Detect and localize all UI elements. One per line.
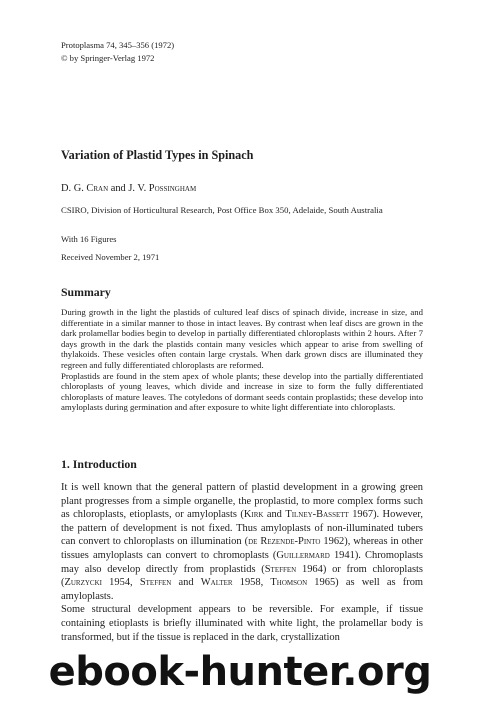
intro-text-d: 1941). Chromoplasts may also develop directly from proplastids (	[61, 549, 423, 575]
author-conjunction: and	[110, 183, 126, 194]
intro-text-g: 1958,	[232, 577, 271, 589]
watermark: ebook-hunter.org	[48, 649, 432, 695]
journal-citation: Protoplasma 74, 345–356 (1972)	[61, 40, 175, 50]
summary-paragraph-1: During growth in the light the plastids of cultured leaf discs of spinach divide, increase in size, and differentiate in a similar manner to those in intact leaves. By contrast when leaf discs are grown in the dark prolamellar bodies begin to develop in partially differentiated chloroplasts within 2 hours. After 7 days growth in the dark the plastids contain many vesicles which appear to arise from swelling of thylakoids. These vesicles often contain large crystals. When dark grown discs are illuminated they regreen and fully differentiated chloroplasts are reformed.	[61, 307, 423, 370]
summary-paragraph-2: Proplastids are found in the stem apex of whole plants; these develop into the partially differentiated chloroplasts of young leaves, which divide and increase in size to form the fully differentiated chloroplasts of mature leaves. The cotyledons of dormant seeds contain proplastids; these develop into amyloplasts during germination and after exposure to white light differentiate into chloroplasts.	[61, 370, 423, 413]
introduction-paragraph-2: Some structural development appears to be reversible. For example, if tissue containing etioplasts is briefly illuminated with white light, the prolamellar body is transformed, but if the tissue is replaced in the dark, crystallization	[61, 604, 423, 643]
intro-and-1: and	[266, 509, 282, 521]
summary-section	[61, 307, 423, 413]
intro-text-h: 1965) as well as from amyloplasts.	[61, 577, 424, 602]
figure-count: With 16 Figures	[61, 234, 117, 244]
copyright-notice: © by Springer-Verlag 1972	[61, 53, 155, 63]
citation-steffen-2: Steffen	[139, 577, 172, 589]
citation-tilney-bassett: Tilney-Bassett	[285, 509, 349, 521]
introduction-heading: 1. Introduction	[61, 457, 137, 471]
citation-steffen: Steffen	[264, 563, 297, 575]
introduction-section	[61, 481, 423, 644]
citation-walter: Walter	[200, 577, 233, 589]
author1-surname: Cran	[86, 183, 109, 194]
citation-zurzycki: Zurzycki	[64, 577, 102, 589]
author-line	[61, 183, 196, 194]
author2-initials: J. V.	[128, 183, 147, 194]
author2-surname: Possingham	[148, 183, 197, 194]
citation-rezende-pinto: de Rezende-Pinto	[248, 536, 321, 548]
citation-thomson: Thomson	[270, 577, 308, 589]
intro-text-a: It is well known that the general pattern of plastid development in a growing green plant progresses from a simple organelle, the proplastid, to more complex forms such as chloroplasts, etioplasts, or amyloplasts (	[61, 482, 423, 521]
summary-heading: Summary	[61, 285, 111, 299]
intro-text-e: 1964) or from chloroplasts (	[61, 563, 423, 589]
paper-title: Variation of Plastid Types in Spinach	[61, 148, 254, 162]
received-date: Received November 2, 1971	[61, 252, 160, 262]
introduction-paragraph-1	[61, 481, 423, 603]
affiliation: CSIRO, Division of Horticultural Research, Post Office Box 350, Adelaide, South Australia	[61, 205, 383, 215]
citation-kirk: Kirk	[243, 509, 264, 521]
intro-text-f: 1954,	[101, 577, 140, 589]
author1-initials: D. G.	[61, 183, 84, 194]
intro-and-2: and	[178, 577, 194, 589]
intro-text-c: 1962), whereas in other tissues amyloplasts can convert to chromoplasts (	[61, 536, 423, 561]
citation-guillermard: Guillermard	[276, 549, 330, 561]
intro-text-b: 1967). However, the pattern of development is not fixed. Thus amyloplasts of non-illuminated tubers can convert to chloroplasts on illumination (	[61, 509, 424, 548]
